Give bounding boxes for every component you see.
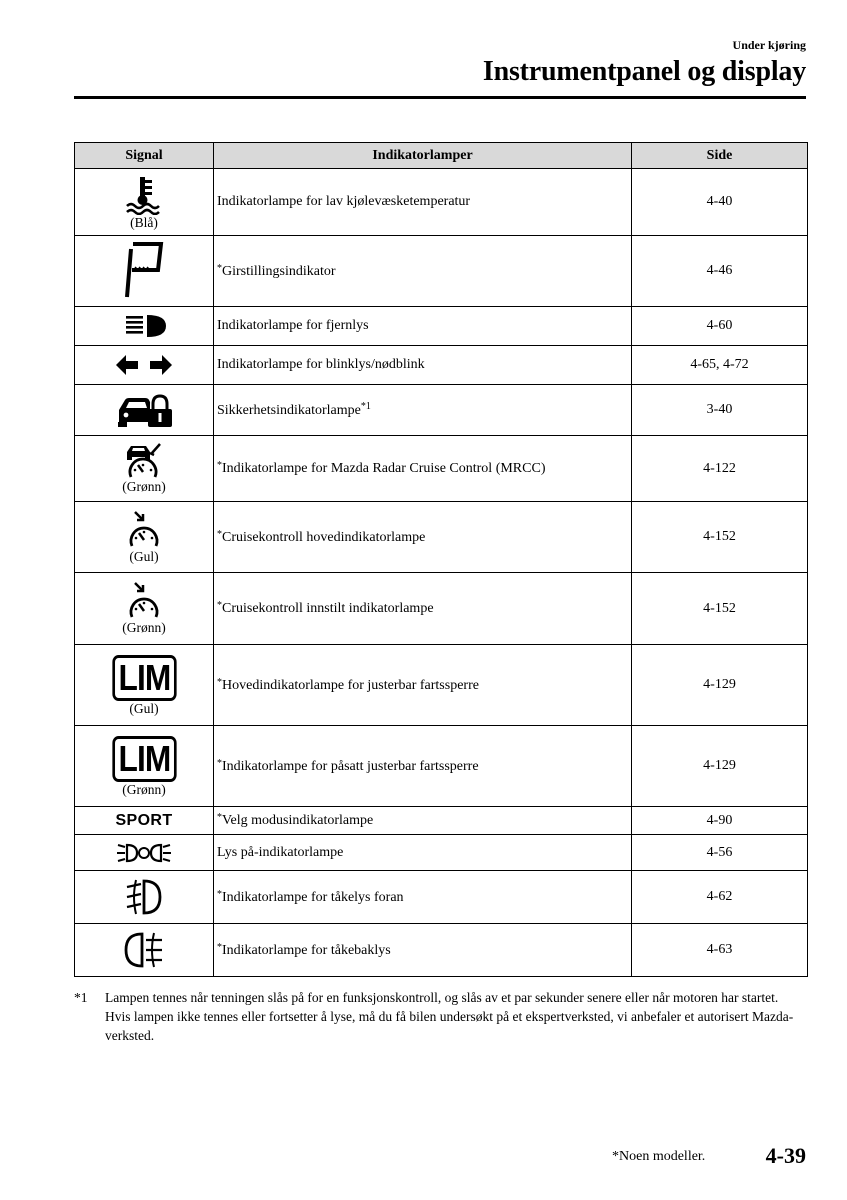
signal-cell <box>75 502 214 573</box>
description-cell <box>214 236 632 307</box>
cruise-control-icon <box>126 511 162 549</box>
footnote-mark: *1 <box>74 990 88 1005</box>
table-row <box>75 169 808 236</box>
table-row <box>75 835 808 871</box>
description-cell <box>214 573 632 645</box>
signal-cell <box>75 169 214 236</box>
signal-cell <box>75 726 214 807</box>
cruise-control-icon <box>126 582 162 620</box>
signal-caption: (Gul) <box>129 700 159 716</box>
gear-position-p-icon <box>121 241 167 301</box>
footnote-reference: *1 <box>360 401 371 412</box>
table-row <box>75 502 808 573</box>
lim-icon: LIM <box>112 655 176 701</box>
table-row <box>75 236 808 307</box>
signal-cell <box>75 807 214 835</box>
description-cell <box>214 924 632 977</box>
table-row <box>75 307 808 346</box>
page-reference: 4-65, 4-72 <box>632 346 808 385</box>
table-row <box>75 871 808 924</box>
model-star: * <box>217 262 222 274</box>
table-row <box>75 726 808 807</box>
indicator-table <box>74 142 808 977</box>
description-text: Girstillingsindikator <box>222 263 336 279</box>
signal-cell <box>75 436 214 502</box>
description-text: Indikatorlampe for lav kjølevæsketemperatur <box>217 194 471 209</box>
front-fog-icon <box>124 877 164 917</box>
high-beam-icon <box>120 313 168 339</box>
signal-cell <box>75 385 214 436</box>
table-row <box>75 924 808 977</box>
signal-cell <box>75 871 214 924</box>
page-reference: 4-40 <box>632 169 808 236</box>
coolant-temperature-icon <box>124 175 164 215</box>
page-reference: 3-40 <box>632 385 808 436</box>
footer-note: *Noen modeller. <box>612 1149 706 1164</box>
model-star: * <box>217 528 222 540</box>
description-text: Hovedindikatorlampe for justerbar fartssperre <box>222 677 479 693</box>
description-text: Indikatorlampe for fjernlys <box>217 318 369 333</box>
table-row <box>75 645 808 726</box>
description-text: Indikatorlampe for påsatt justerbar fartssperre <box>222 758 479 774</box>
description-cell <box>214 871 632 924</box>
radar-cruise-icon <box>124 443 164 479</box>
description-cell <box>214 169 632 236</box>
title-rule <box>74 96 806 99</box>
description-text: Lys på-indikatorlampe <box>217 844 344 860</box>
description-cell <box>214 835 632 871</box>
lim-icon: LIM <box>112 736 176 782</box>
signal-caption: (Grønn) <box>122 479 166 494</box>
table-row <box>75 807 808 835</box>
section-label: Under kjøring <box>732 38 806 52</box>
signal-caption: (Gul) <box>129 548 159 564</box>
description-text: Indikatorlampe for Mazda Radar Cruise Control (MRCC) <box>222 461 546 476</box>
description-text: Cruisekontroll hovedindikatorlampe <box>222 529 426 545</box>
signal-cell <box>75 924 214 977</box>
page-reference: 4-129 <box>632 726 808 807</box>
footnote-text: Lampen tennes når tenningen slås på for en funksjonskontroll, og slås av et par sekunder senere eller når motoren har startet. Hvis lampen ikke tennes eller fortsetter å lyse, må du få bilen undersøkt på et ekspertverksted, vi anbefaler et autorisert Mazda-verksted. <box>105 990 794 1043</box>
page-number: 4-39 <box>765 1143 806 1168</box>
signal-caption: (Grønn) <box>122 620 166 635</box>
model-star: * <box>217 757 222 769</box>
model-star: * <box>217 888 222 900</box>
description-cell <box>214 645 632 726</box>
turn-signal-arrows-icon <box>114 354 174 376</box>
table-header-row <box>75 143 808 169</box>
footnote <box>74 988 807 1045</box>
page-reference: 4-122 <box>632 436 808 502</box>
page-reference: 4-129 <box>632 645 808 726</box>
page-reference: 4-62 <box>632 871 808 924</box>
signal-cell <box>75 835 214 871</box>
signal-cell <box>75 236 214 307</box>
model-star: * <box>217 460 222 471</box>
page-reference: 4-56 <box>632 835 808 871</box>
model-star: * <box>217 600 222 611</box>
description-cell <box>214 307 632 346</box>
signal-cell <box>75 645 214 726</box>
description-text: Cruisekontroll innstilt indikatorlampe <box>222 601 434 616</box>
description-cell <box>214 726 632 807</box>
column-header-page: Side <box>632 143 808 169</box>
sport-mode-icon: SPORT <box>115 811 173 829</box>
description-text: Sikkerhetsindikatorlampe <box>217 403 361 418</box>
description-cell <box>214 385 632 436</box>
description-cell <box>214 346 632 385</box>
model-star: * <box>217 941 222 953</box>
page-reference: 4-63 <box>632 924 808 977</box>
page-title: Instrumentpanel og display <box>482 56 806 87</box>
rear-fog-icon <box>124 930 164 970</box>
security-car-lock-icon <box>115 392 173 428</box>
signal-caption: (Grønn) <box>122 781 166 797</box>
page-reference: 4-152 <box>632 502 808 573</box>
description-cell <box>214 807 632 835</box>
page-reference: 4-46 <box>632 236 808 307</box>
model-star: * <box>217 812 222 823</box>
description-text: Velg modusindikatorlampe <box>222 813 374 828</box>
signal-caption: (Blå) <box>130 214 158 230</box>
table-row <box>75 436 808 502</box>
page-reference: 4-152 <box>632 573 808 645</box>
table-row <box>75 573 808 645</box>
signal-cell <box>75 573 214 645</box>
page-reference: 4-60 <box>632 307 808 346</box>
description-cell <box>214 502 632 573</box>
column-header-indicators: Indikatorlamper <box>214 143 632 169</box>
description-text: Indikatorlampe for tåkelys foran <box>222 889 404 905</box>
signal-cell <box>75 307 214 346</box>
description-text: Indikatorlampe for blinklys/nødblink <box>217 357 425 372</box>
lights-on-icon <box>116 841 172 865</box>
column-header-signal: Signal <box>75 143 214 169</box>
table-row <box>75 346 808 385</box>
signal-cell <box>75 346 214 385</box>
description-cell <box>214 436 632 502</box>
model-star: * <box>217 676 222 688</box>
page-reference: 4-90 <box>632 807 808 835</box>
description-text: Indikatorlampe for tåkebaklys <box>222 942 391 958</box>
table-row <box>75 385 808 436</box>
